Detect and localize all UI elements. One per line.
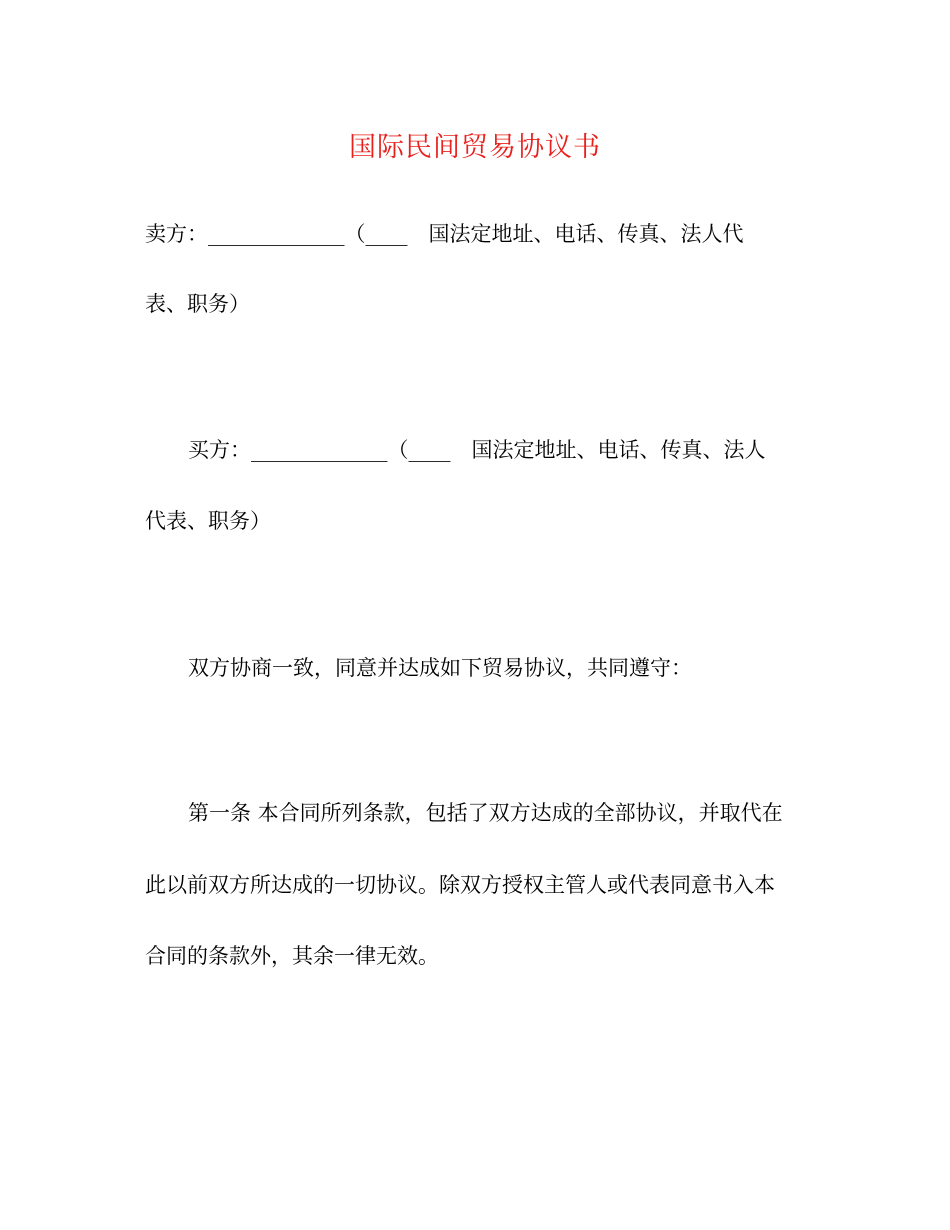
buyer-line-2: 代表、职务） [145,509,271,533]
agreement-intro: 双方协商一致，同意并达成如下贸易协议，共同遵守： [188,656,692,680]
seller-line-1: 卖方：_____________（____ 国法定地址、电话、传真、法人代 [145,222,744,246]
seller-line-2: 表、职务） [145,292,250,316]
article-1-line-3: 合同的条款外，其余一律无效。 [145,944,439,968]
document-title: 国际民间贸易协议书 [349,132,601,163]
article-1-line-1: 第一条 本合同所列条款，包括了双方达成的全部协议，并取代在 [188,801,783,825]
article-1-line-2: 此以前双方所达成的一切协议。除双方授权主管人或代表同意书入本 [145,873,775,897]
buyer-line-1: 买方：_____________（____ 国法定地址、电话、传真、法人 [188,438,766,462]
